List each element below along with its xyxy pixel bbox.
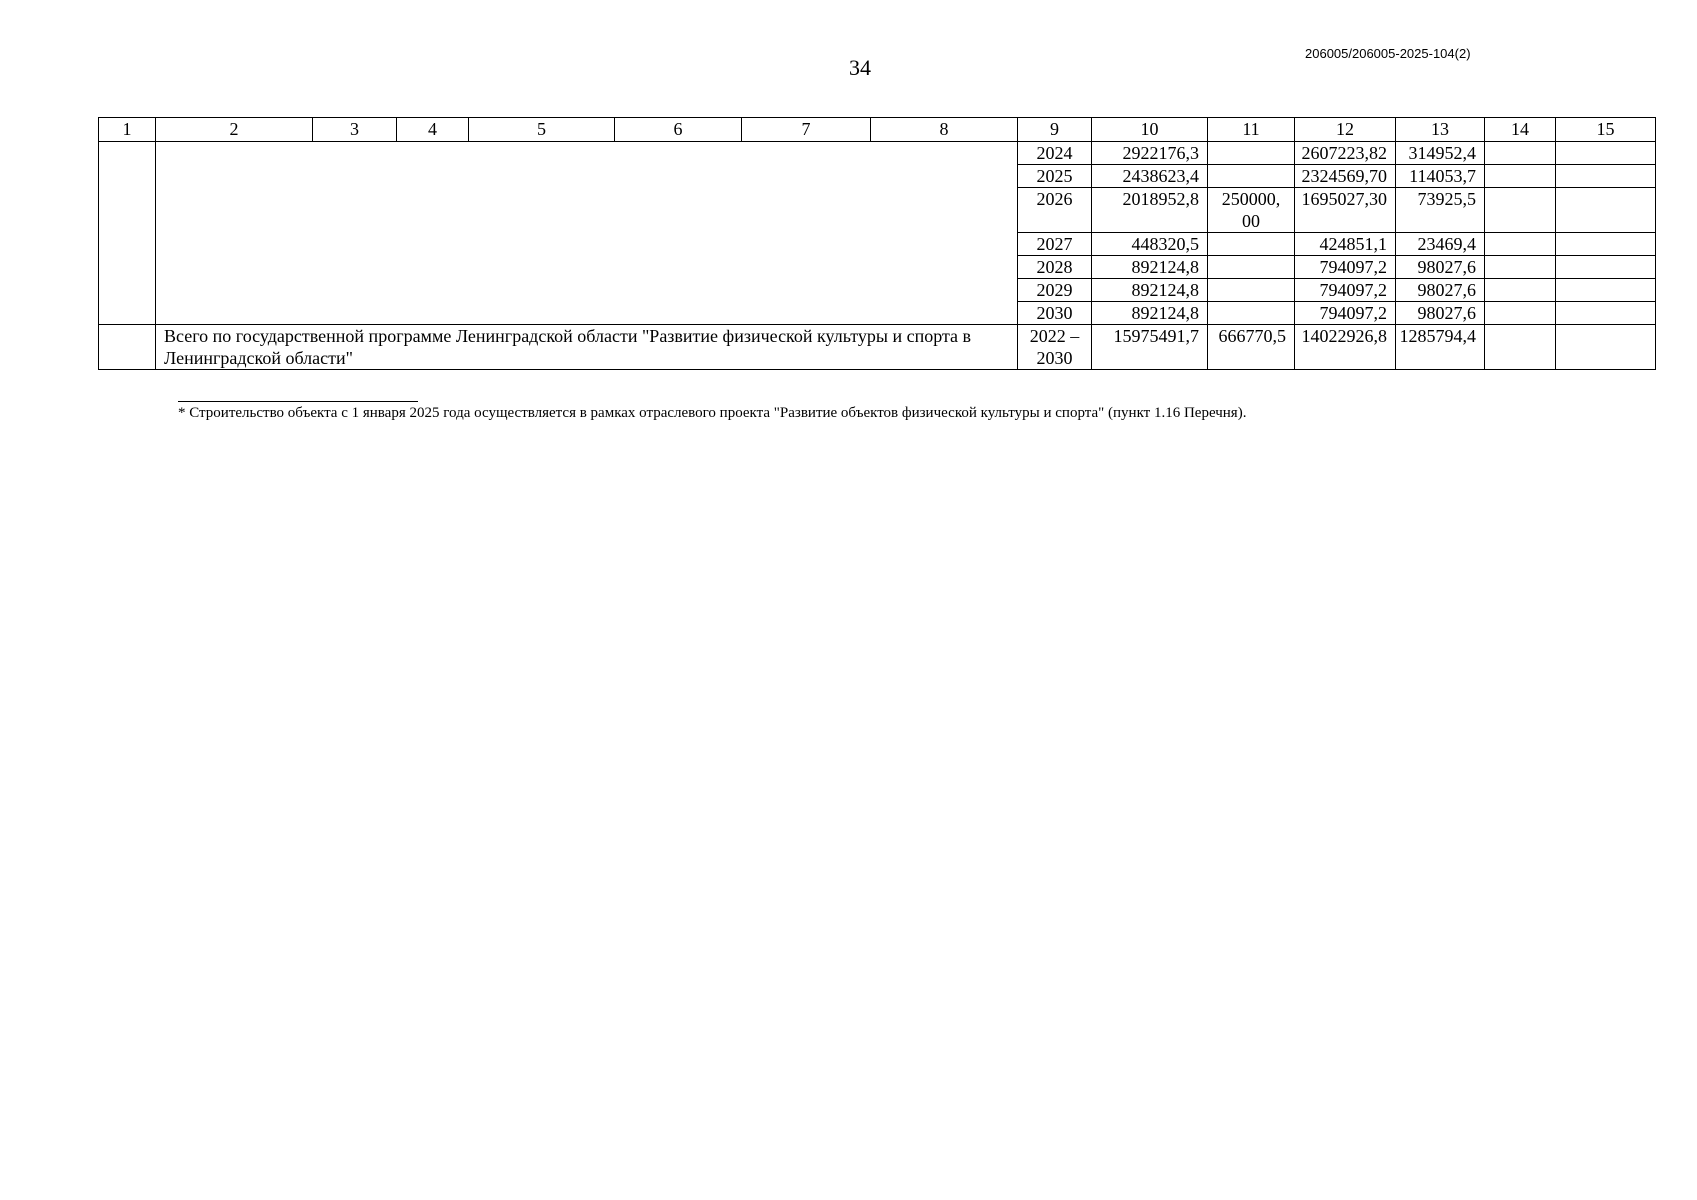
col-12-cell: 2607223,82 [1295, 142, 1396, 165]
column-number-1: 1 [99, 118, 156, 142]
col-12-cell: 794097,2 [1295, 256, 1396, 279]
col-10-cell: 892124,8 [1092, 256, 1208, 279]
merged-cell-cols-2-8 [156, 142, 1018, 325]
col-11-cell [1208, 302, 1295, 325]
col-12-cell: 794097,2 [1295, 279, 1396, 302]
column-number-3: 3 [313, 118, 397, 142]
col-10-cell: 2438623,4 [1092, 165, 1208, 188]
year-cell: 2029 [1018, 279, 1092, 302]
column-number-11: 11 [1208, 118, 1295, 142]
total-col-11-cell: 666770,5 [1208, 325, 1295, 370]
column-number-8: 8 [871, 118, 1018, 142]
col-14-cell [1485, 302, 1556, 325]
col-11-cell [1208, 256, 1295, 279]
year-cell: 2027 [1018, 233, 1092, 256]
footnote: * Строительство объекта с 1 января 2025 года осуществляется в рамках отраслевого проекта "Развитие объектов физической культуры и спорта" (пункт 1.16 Перечня). [178, 405, 1247, 421]
col-11-cell [1208, 142, 1295, 165]
merged-cell-col-1 [99, 142, 156, 325]
column-number-12: 12 [1295, 118, 1396, 142]
col-13-cell: 314952,4 [1396, 142, 1485, 165]
total-col-14-cell [1485, 325, 1556, 370]
total-years-cell: 2022 – 2030 [1018, 325, 1092, 370]
total-col-10-cell: 15975491,7 [1092, 325, 1208, 370]
col-15-cell [1556, 256, 1656, 279]
total-row [99, 325, 1656, 370]
total-col-12-cell: 14022926,8 [1295, 325, 1396, 370]
col-10-cell: 448320,5 [1092, 233, 1208, 256]
col-14-cell [1485, 233, 1556, 256]
column-number-2: 2 [156, 118, 313, 142]
column-number-6: 6 [615, 118, 742, 142]
column-number-14: 14 [1485, 118, 1556, 142]
year-cell: 2026 [1018, 188, 1092, 233]
col-14-cell [1485, 165, 1556, 188]
year-cell: 2024 [1018, 142, 1092, 165]
col-13-cell: 98027,6 [1396, 302, 1485, 325]
col-10-cell: 2018952,8 [1092, 188, 1208, 233]
total-description: Всего по государственной программе Ленинградской области "Развитие физической культуры и спорта в Ленинградской области" [156, 325, 1018, 370]
col-15-cell [1556, 302, 1656, 325]
column-number-9: 9 [1018, 118, 1092, 142]
page-number: 34 [849, 55, 871, 80]
col-10-cell: 892124,8 [1092, 302, 1208, 325]
col-15-cell [1556, 279, 1656, 302]
total-col-15-cell [1556, 325, 1656, 370]
financing-table [98, 117, 1656, 370]
document-id: 206005/206005-2025-104(2) [1305, 46, 1471, 61]
col-15-cell [1556, 142, 1656, 165]
year-cell: 2025 [1018, 165, 1092, 188]
col-12-cell: 794097,2 [1295, 302, 1396, 325]
column-number-5: 5 [469, 118, 615, 142]
col-15-cell [1556, 165, 1656, 188]
col-10-cell: 892124,8 [1092, 279, 1208, 302]
column-number-row [99, 118, 1656, 142]
column-number-13: 13 [1396, 118, 1485, 142]
col-13-cell: 73925,5 [1396, 188, 1485, 233]
col-13-cell: 114053,7 [1396, 165, 1485, 188]
column-number-10: 10 [1092, 118, 1208, 142]
col-11-cell: 250000, 00 [1208, 188, 1295, 233]
col-15-cell [1556, 233, 1656, 256]
col-10-cell: 2922176,3 [1092, 142, 1208, 165]
footnote-divider [178, 401, 418, 402]
col-14-cell [1485, 188, 1556, 233]
col-13-cell: 23469,4 [1396, 233, 1485, 256]
col-15-cell [1556, 188, 1656, 233]
col-11-cell [1208, 279, 1295, 302]
total-col-13-cell: 1285794,4 [1396, 325, 1485, 370]
year-row [99, 142, 1656, 165]
col-14-cell [1485, 142, 1556, 165]
year-cell: 2028 [1018, 256, 1092, 279]
col-13-cell: 98027,6 [1396, 256, 1485, 279]
col-11-cell [1208, 233, 1295, 256]
total-col-1-cell [99, 325, 156, 370]
column-number-15: 15 [1556, 118, 1656, 142]
col-14-cell [1485, 279, 1556, 302]
col-14-cell [1485, 256, 1556, 279]
col-13-cell: 98027,6 [1396, 279, 1485, 302]
col-12-cell: 424851,1 [1295, 233, 1396, 256]
col-12-cell: 2324569,70 [1295, 165, 1396, 188]
col-12-cell: 1695027,30 [1295, 188, 1396, 233]
column-number-7: 7 [742, 118, 871, 142]
column-number-4: 4 [397, 118, 469, 142]
col-11-cell [1208, 165, 1295, 188]
year-cell: 2030 [1018, 302, 1092, 325]
